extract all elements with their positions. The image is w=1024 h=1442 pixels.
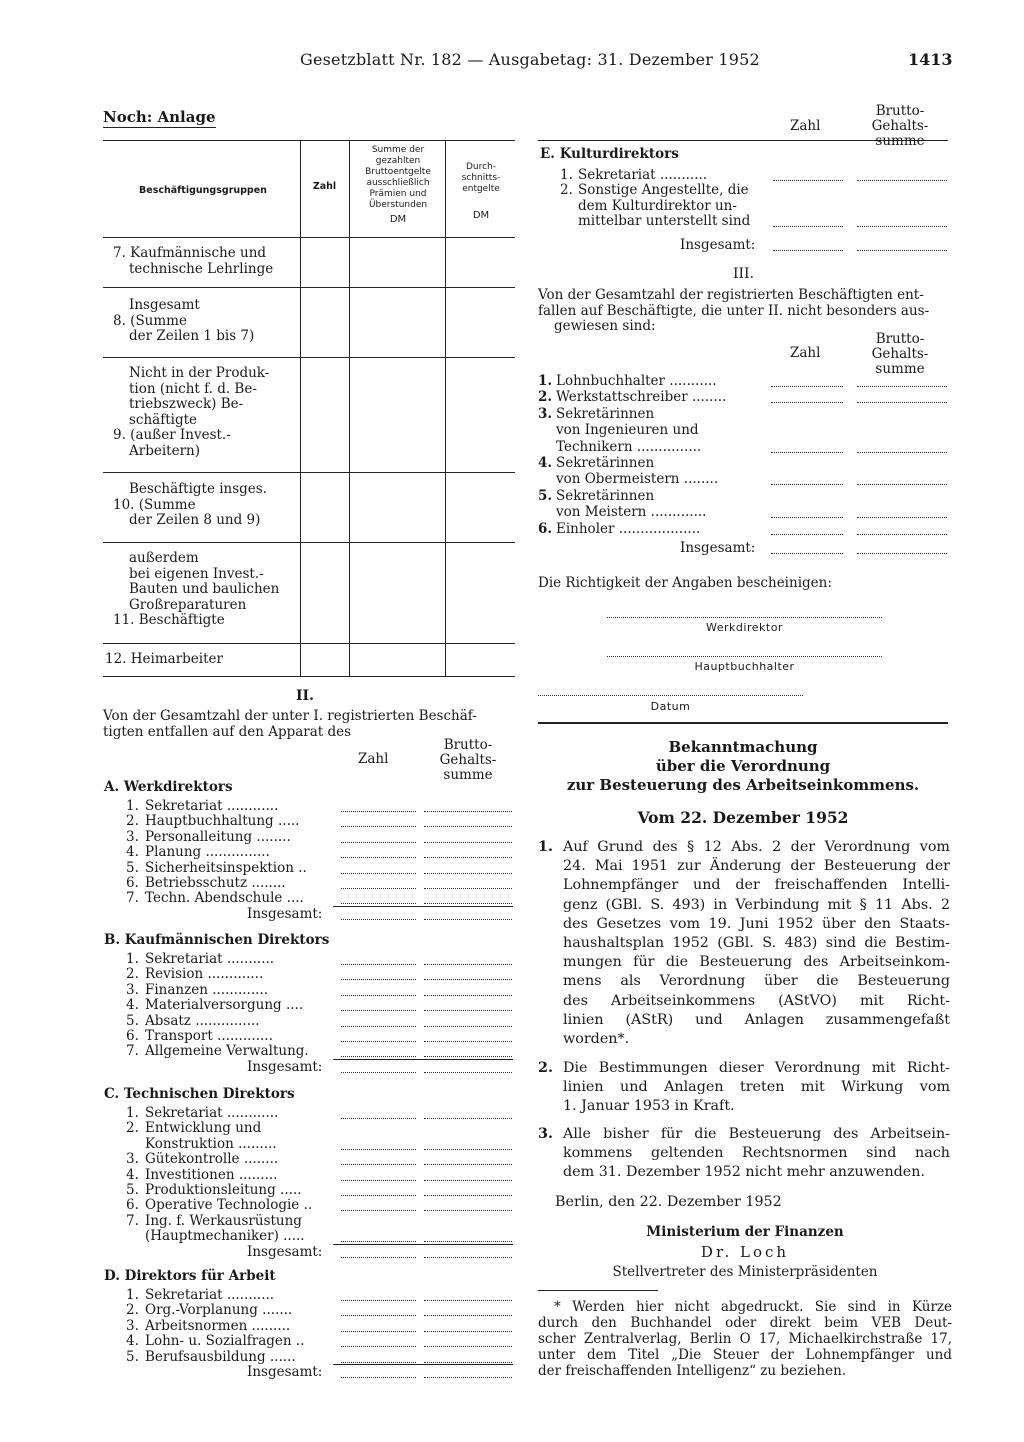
col-header-summe-line: ausschließlich: [366, 178, 430, 188]
zahl-entry-line: [773, 250, 843, 251]
list-item-number: 5.: [126, 1348, 139, 1365]
col-header-summe-unit: DM: [389, 214, 407, 225]
section-heading-noch-anlage: Noch: Anlage: [103, 108, 216, 126]
table-row-8: [113, 298, 254, 345]
table-col-divider: [349, 140, 350, 676]
zahl-entry-line: [773, 180, 843, 181]
col-brutto-line: Brutto-: [875, 103, 925, 119]
row-label-line: außerdem: [129, 550, 199, 566]
section-numeral-III: III.: [733, 266, 755, 282]
col-header-summe-line: Summe der: [371, 145, 425, 155]
zahl-entry-line: [341, 1149, 416, 1150]
paragraph-number: 2.: [538, 1060, 553, 1076]
zahl-entry-line: [771, 517, 843, 518]
row-label-line: Großreparaturen: [129, 596, 247, 613]
brutto-entry-line: [424, 1026, 512, 1027]
zahl-entry-line: [341, 1195, 416, 1196]
row-label-line: 11. Beschäftigte: [113, 612, 225, 628]
brutto-entry-line: [424, 1257, 512, 1258]
list-item-number: 1.: [126, 1105, 139, 1121]
footnote-rule: [538, 1290, 658, 1291]
col-header-durch-line: schnitts-: [461, 173, 501, 183]
brutto-entry-line: [857, 402, 947, 403]
zahl-entry-line: [341, 1072, 416, 1073]
list-item-label: Sekretärinnen: [556, 405, 655, 422]
col-header-durch-line: Durch-: [465, 162, 497, 172]
list-item-label: Sekretariat ...........: [145, 1287, 275, 1303]
list-item-label: Lohn- u. Sozialfragen ..: [145, 1333, 305, 1350]
list-item-label: Investitionen .........: [145, 1166, 278, 1183]
brutto-entry-line: [424, 1331, 512, 1332]
row-label-line: schäftigte: [129, 411, 198, 428]
paragraph-line: des Gesetzes vom 19. Juni 1952 über den Staats-: [563, 915, 950, 932]
announcement-title: [538, 738, 948, 795]
list-item-label: Berufsausbildung ......: [145, 1348, 296, 1365]
list-item-number: 5.: [126, 859, 139, 876]
list-item-number: 2.: [560, 182, 573, 199]
group-heading: D. Direktors für Arbeit: [104, 1268, 276, 1284]
brutto-entry-line: [424, 1118, 512, 1119]
paragraph-line: genz (GBl. S. 493) in Verbindung mit § 11 Abs. 2: [563, 896, 950, 913]
list-item-label: Ing. f. Werkausrüstung: [145, 1212, 302, 1229]
place-date: Berlin, den 22. Dezember 1952: [555, 1194, 782, 1210]
zahl-entry-line: [341, 888, 416, 889]
paragraph-line: 24. Mai 1951 zur Änderung der Besteuerung der: [563, 858, 950, 875]
table-row-rule: [103, 542, 515, 543]
brutto-entry-line: [424, 1149, 512, 1150]
section-III-col-brutto: [860, 332, 940, 377]
signature-line: [607, 656, 882, 657]
row-label-line: 7. Kaufmännische und: [113, 245, 267, 261]
footnote: [538, 1299, 952, 1379]
announcement-title-line: über die Verordnung: [655, 757, 831, 775]
total-label: Insgesamt:: [247, 905, 323, 922]
list-item-number: 4.: [126, 1333, 139, 1350]
col-header-group: Beschäftigungsgruppen: [139, 185, 267, 196]
row-label-line: Beschäftigte insges.: [129, 481, 268, 497]
paragraph-line: Die Bestimmungen dieser Verordnung mit Richt-: [563, 1060, 950, 1076]
list-item-number: 4.: [126, 1166, 139, 1183]
col-brutto-line: Gehalts-: [439, 752, 497, 768]
list-item-number: 6.: [126, 1197, 139, 1214]
list-item-label: Sekretariat ...........: [578, 167, 708, 183]
certify-text: Die Richtigkeit der Angaben bescheinigen:: [538, 575, 832, 591]
list-item-label: Lohnbuchhalter ...........: [556, 373, 717, 389]
col-brutto-line: summe: [875, 361, 925, 377]
zahl-entry-line: [773, 226, 843, 227]
list-item-label: Gütekontrolle ........: [145, 1151, 279, 1168]
zahl-entry-line: [341, 1300, 416, 1301]
list-item-number: 6.: [538, 520, 553, 537]
brutto-entry-line: [424, 1210, 512, 1211]
table-col-divider: [300, 140, 301, 676]
paragraph-number: 1.: [538, 839, 553, 855]
list-item-number: 7.: [126, 1043, 139, 1060]
paragraph-3-text: [563, 1125, 950, 1183]
list-item-number: 6.: [126, 1028, 139, 1044]
footnote-line: scher Zentralverlag, Berlin O 17, Michaelkirchstraße 17,: [538, 1331, 952, 1347]
list-item-label: dem Kulturdirektor un-: [578, 197, 737, 214]
col-header-summe-line: Überstunden: [368, 200, 428, 210]
list-item-label: Betriebsschutz ........: [145, 875, 286, 891]
list-item-label: Sekretariat ...........: [145, 951, 275, 967]
list-item-number: 1.: [126, 798, 139, 814]
list-item-label: Sekretärinnen: [556, 487, 655, 504]
list-item-label: Operative Technologie ..: [145, 1197, 313, 1214]
zahl-entry-line: [341, 1241, 416, 1242]
brutto-entry-line: [424, 964, 512, 965]
brutto-entry-line: [424, 1041, 512, 1042]
total-rule: [333, 1059, 513, 1060]
signature-label-datum: Datum: [650, 700, 691, 713]
row-label-line: der Zeilen 8 und 9): [129, 512, 261, 528]
brutto-entry-line: [424, 1241, 512, 1242]
paragraph-line: mens als Verordnung über die Besteuerung: [563, 973, 950, 990]
row-label-line: 8. (Summe: [113, 312, 187, 329]
brutto-entry-line: [424, 1164, 512, 1165]
list-item-label: Sekretariat ............: [145, 1105, 279, 1121]
list-item-label: Org.-Vorplanung .......: [145, 1302, 293, 1319]
total-label: Insgesamt:: [680, 236, 756, 253]
list-item-label: Techn. Abendschule ....: [145, 890, 304, 907]
zahl-entry-line: [341, 1026, 416, 1027]
brutto-entry-line: [424, 1300, 512, 1301]
section-numeral-II: II.: [296, 688, 314, 704]
paragraph-line: dem 31. Dezember 1952 nicht mehr anzuwenden.: [563, 1164, 926, 1181]
announcement-title-line: Bekanntmachung: [668, 738, 818, 756]
paragraph-1-text: [563, 838, 950, 1049]
list-item-label: von Obermeistern ........: [556, 471, 719, 488]
row-label-line: Arbeitern): [129, 442, 200, 459]
group-heading: A. Werkdirektors: [104, 779, 233, 795]
brutto-entry-line: [424, 1056, 512, 1057]
list-item-number: 2.: [126, 1302, 139, 1319]
list-item-number: 4.: [126, 997, 139, 1014]
row-label-line: triebszweck) Be-: [129, 396, 244, 412]
total-label: Insgesamt:: [680, 540, 756, 556]
col-zahl-label: Zahl: [358, 751, 389, 767]
row-label-line: 9. (außer Invest.-: [113, 427, 231, 443]
brutto-entry-line: [857, 517, 947, 518]
brutto-entry-line: [424, 873, 512, 874]
list-item-number: 7.: [126, 890, 139, 907]
total-label: Insgesamt:: [247, 1364, 323, 1380]
brutto-entry-line: [424, 1362, 512, 1363]
list-item-label: Konstruktion .........: [145, 1135, 277, 1152]
paragraph-line: worden*.: [563, 1031, 630, 1048]
zahl-entry-line: [341, 1331, 416, 1332]
brutto-entry-line: [424, 1315, 512, 1316]
page-header-title: Gesetzblatt Nr. 182 — Ausgabetag: 31. Dezember 1952: [300, 50, 760, 69]
footnote-line: der freischaffenden Intelligenz“ zu beziehen.: [538, 1363, 847, 1379]
brutto-entry-line: [424, 979, 512, 980]
brutto-entry-line: [857, 250, 947, 251]
table-row-rule: [103, 472, 515, 473]
paragraph-line: mungen für die Besteuerung des Arbeitseinkom-: [563, 954, 950, 971]
list-item-label: Produktionsleitung .....: [145, 1182, 302, 1198]
list-item-label: von Meistern .............: [556, 504, 707, 521]
list-item-number: 3.: [126, 981, 139, 998]
paragraph-line: kommens geltenden Rechtsnormen sind nach: [563, 1145, 950, 1162]
zahl-entry-line: [341, 995, 416, 996]
zahl-entry-line: [771, 484, 843, 485]
table-col-divider: [445, 140, 446, 676]
paragraph-line: linien und Anlagen treten mit Wirkung vom: [563, 1079, 950, 1096]
paragraph-line: linien (AStR) und Anlagen zusammengefaßt: [563, 1011, 950, 1028]
brutto-entry-line: [424, 1180, 512, 1181]
right-col-zahl-label: Zahl: [790, 118, 821, 134]
zahl-entry-line: [341, 964, 416, 965]
list-item-label: (Hauptmechaniker) .....: [145, 1228, 305, 1245]
signature-label-werkdirektor: Werkdirektor: [706, 621, 783, 634]
zahl-entry-line: [341, 811, 416, 812]
col-brutto-line: Brutto-: [443, 737, 493, 753]
col-header-durch-unit: DM: [472, 210, 490, 221]
col-header-summe-line: Prämien und: [369, 189, 427, 199]
zahl-entry-line: [341, 1315, 416, 1316]
table-header-rule: [103, 237, 515, 238]
list-item-number: 3.: [126, 1151, 139, 1168]
group-heading: C. Technischen Direktors: [104, 1086, 295, 1102]
zahl-entry-line: [341, 1180, 416, 1181]
col-brutto-line: Gehalts-: [871, 346, 929, 362]
row-label-line: Insgesamt: [129, 297, 200, 313]
table-row-rule: [103, 357, 515, 358]
brutto-entry-line: [857, 386, 947, 387]
list-item-label: Sicherheitsinspektion ..: [145, 859, 307, 876]
list-item-label: Materialversorgung ....: [145, 997, 304, 1014]
table-top-rule: [103, 140, 515, 141]
row-label-line: Nicht in der Produk-: [129, 365, 270, 381]
zahl-entry-line: [341, 873, 416, 874]
list-item-label: Absatz ...............: [145, 1012, 260, 1029]
row-label-line: 12. Heimarbeiter: [105, 651, 223, 667]
col-brutto-line: summe: [443, 767, 493, 783]
brutto-entry-line: [857, 534, 947, 535]
list-item-label: Allgemeine Verwaltung.: [145, 1043, 309, 1060]
brutto-entry-line: [424, 903, 512, 904]
list-item-number: 5.: [126, 1012, 139, 1029]
zahl-entry-line: [341, 1164, 416, 1165]
list-item-label: Einholer ...................: [556, 520, 701, 537]
zahl-entry-line: [341, 1362, 416, 1363]
footnote-line: durch den Buchhandel oder direkt beim VEB Deut-: [538, 1315, 952, 1331]
col-header-summe-line: Bruttoentgelte: [365, 167, 431, 177]
zahl-entry-line: [341, 1056, 416, 1057]
list-item-label: Hauptbuchhaltung .....: [145, 813, 300, 830]
paragraph-number: 3.: [538, 1126, 553, 1142]
list-item-label: Sonstige Angestellte, die: [578, 182, 749, 199]
list-item-number: 4.: [126, 844, 139, 861]
zahl-entry-line: [341, 1210, 416, 1211]
paragraph-2-text: [563, 1059, 950, 1117]
col-header-summe-line: gezahlten: [375, 156, 421, 166]
paragraph-line: Lohnempfänger und der freischaffenden Intelli-: [563, 877, 950, 894]
list-item-number: 3.: [126, 1317, 139, 1334]
intro-line: gewiesen sind:: [554, 318, 656, 334]
brutto-entry-line: [424, 888, 512, 889]
total-label: Insgesamt:: [247, 1058, 323, 1075]
zahl-entry-line: [341, 1041, 416, 1042]
col-brutto-line: Gehalts-: [871, 118, 929, 134]
list-item-label: Transport .............: [145, 1028, 273, 1044]
zahl-entry-line: [341, 1257, 416, 1258]
list-item-label: Entwicklung und: [145, 1120, 262, 1137]
zahl-entry-line: [341, 842, 416, 843]
list-item-number: 1.: [560, 167, 573, 183]
signer-title: Stellvertreter des Ministerpräsidenten: [612, 1264, 878, 1280]
zahl-entry-line: [771, 534, 843, 535]
col-header-durchschnitt: [447, 162, 515, 221]
list-item-label: Revision .............: [145, 966, 264, 983]
zahl-entry-line: [771, 553, 843, 554]
signer-name: Dr. Loch: [700, 1243, 790, 1261]
brutto-entry-line: [857, 452, 947, 453]
row-label-line: Bauten und baulichen: [129, 581, 280, 597]
list-item-number: 1.: [126, 951, 139, 967]
paragraph-line: Auf Grund des § 12 Abs. 2 der Verordnung vom: [563, 839, 950, 855]
zahl-entry-line: [771, 386, 843, 387]
list-item-label: Technikern ...............: [556, 438, 702, 455]
zahl-entry-line: [341, 857, 416, 858]
group-E-heading: E. Kulturdirektors: [540, 146, 679, 162]
table-row-rule: [103, 643, 515, 644]
list-item-label: Sekretärinnen: [556, 455, 655, 471]
section-II-intro: [103, 709, 519, 740]
list-item-label: Personalleitung ........: [145, 828, 291, 845]
intro-line: fallen auf Beschäftigte, die unter II. nicht besonders aus-: [538, 302, 930, 319]
col-header-zahl: Zahl: [312, 181, 337, 192]
brutto-entry-line: [857, 180, 947, 181]
signature-line: [607, 617, 882, 618]
total-rule: [333, 1364, 513, 1365]
announcement-title-line: zur Besteuerung des Arbeitseinkommens.: [566, 776, 920, 794]
row-label-line: technische Lehrlinge: [129, 260, 274, 277]
col-header-durch-line: entgelte: [462, 184, 500, 194]
col-header-summe: [351, 145, 445, 225]
col-brutto-line: summe: [875, 133, 925, 149]
right-col-brutto-label: [860, 104, 940, 149]
total-label: Insgesamt:: [247, 1243, 323, 1260]
table-row-7: [113, 246, 273, 277]
ministry-name: Ministerium der Finanzen: [646, 1224, 844, 1240]
footnote-line: * Werden hier nicht abgedruckt. Sie sind in Kürze: [554, 1299, 952, 1315]
list-item-label: Planung ...............: [145, 844, 270, 861]
table-row-12: [105, 652, 223, 668]
section-III-intro: [538, 288, 952, 335]
page-number: 1413: [908, 50, 953, 69]
list-item-label: von Ingenieuren und: [556, 422, 699, 439]
brutto-entry-line: [424, 857, 512, 858]
section-divider-rule: [538, 722, 948, 724]
brutto-entry-line: [424, 1195, 512, 1196]
list-item-number: 5.: [538, 487, 553, 504]
list-item-label: Werkstattschreiber ........: [556, 389, 727, 406]
intro-line: Von der Gesamtzahl der registrierten Beschäftigten ent-: [538, 287, 924, 303]
intro-line: tigten entfallen auf den Apparat des: [103, 723, 352, 740]
row-label-line: 10. (Summe: [113, 496, 196, 513]
zahl-entry-line: [341, 826, 416, 827]
paragraph-line: des Arbeitseinkommens (AStVO) mit Richt-: [563, 992, 950, 1009]
list-item-number: 6.: [126, 875, 139, 891]
list-item-label: Finanzen .............: [145, 981, 268, 998]
table-row-9: [113, 366, 269, 459]
signature-line: [538, 695, 803, 696]
zahl-entry-line: [341, 1010, 416, 1011]
brutto-entry-line: [424, 1072, 512, 1073]
brutto-entry-line: [424, 1346, 512, 1347]
zahl-entry-line: [341, 1377, 416, 1378]
brutto-entry-line: [424, 919, 512, 920]
brutto-entry-line: [857, 553, 947, 554]
intro-line: Von der Gesamtzahl der unter I. registrierten Beschäf-: [103, 708, 477, 724]
zahl-entry-line: [341, 979, 416, 980]
brutto-entry-line: [424, 826, 512, 827]
row-label-line: tion (nicht f. d. Be-: [129, 380, 257, 397]
table-row-11: [113, 551, 279, 629]
paragraph-line: Alle bisher für die Besteuerung des Arbeitsein-: [563, 1126, 950, 1142]
zahl-entry-line: [341, 919, 416, 920]
total-rule: [333, 1244, 513, 1245]
zahl-entry-line: [341, 903, 416, 904]
announcement-date: Vom 22. Dezember 1952: [637, 808, 849, 827]
zahl-entry-line: [771, 402, 843, 403]
list-item-label: Arbeitsnormen .........: [145, 1317, 291, 1334]
table-row-10: [113, 482, 267, 529]
col-brutto-line: Brutto-: [875, 331, 925, 347]
zahl-entry-line: [341, 1346, 416, 1347]
paragraph-line: 1. Januar 1953 in Kraft.: [563, 1098, 735, 1115]
list-item-number: 4.: [538, 455, 553, 471]
list-item-number: 2.: [126, 966, 139, 983]
table-bottom-rule: [103, 676, 515, 677]
zahl-entry-line: [771, 452, 843, 453]
list-item-number: 3.: [126, 828, 139, 845]
brutto-entry-line: [424, 995, 512, 996]
col-brutto-label: [428, 738, 508, 783]
list-item-number: 1.: [126, 1287, 139, 1303]
list-item-label: mittelbar unterstellt sind: [578, 213, 751, 230]
list-item-number: 5.: [126, 1182, 139, 1198]
list-item-number: 1.: [538, 373, 553, 389]
row-label-line: der Zeilen 1 bis 7): [129, 328, 255, 344]
brutto-entry-line: [857, 484, 947, 485]
total-rule: [333, 906, 513, 907]
brutto-entry-line: [424, 811, 512, 812]
list-item-label: Sekretariat ............: [145, 798, 279, 814]
list-item-number: 2.: [126, 1120, 139, 1137]
brutto-entry-line: [857, 226, 947, 227]
row-label-line: bei eigenen Invest.-: [129, 565, 264, 582]
brutto-entry-line: [424, 1377, 512, 1378]
list-item-number: 2.: [538, 389, 553, 406]
brutto-entry-line: [424, 1010, 512, 1011]
list-item-number: 7.: [126, 1212, 139, 1229]
table-row-rule: [103, 287, 515, 288]
group-heading: B. Kaufmännischen Direktors: [104, 932, 330, 948]
footnote-line: unter dem Titel „Die Steuer der Lohnempfänger und: [538, 1347, 952, 1363]
brutto-entry-line: [424, 842, 512, 843]
list-item-number: 3.: [538, 405, 553, 422]
paragraph-line: haushaltsplan 1952 (GBl. S. 483) sind die Bestim-: [563, 935, 950, 952]
signature-label-hauptbuchhalter: Hauptbuchhalter: [694, 660, 795, 673]
zahl-entry-line: [341, 1118, 416, 1119]
section-III-col-zahl: Zahl: [790, 345, 821, 361]
list-item-number: 2.: [126, 813, 139, 830]
